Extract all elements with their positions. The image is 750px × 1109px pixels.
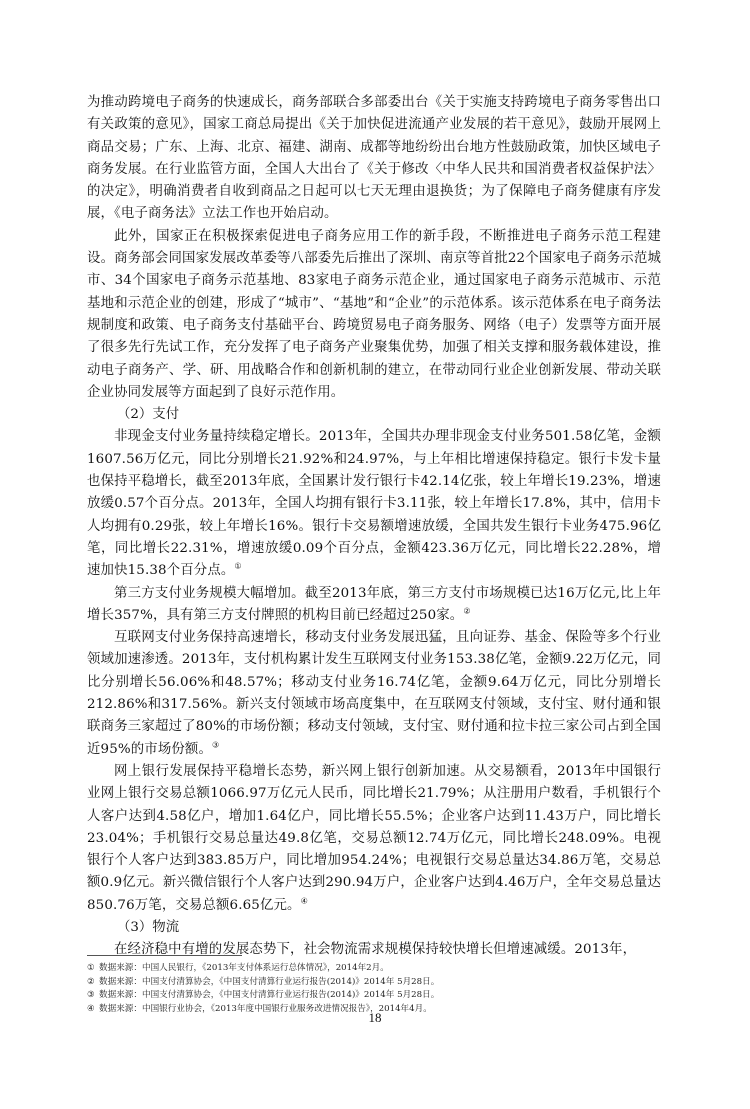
footnote-text: 数据来源：中国支付清算协会，《中国支付清算行业运行报告(2014)》2014年 5月28日。 [99, 976, 440, 987]
footnotes [87, 962, 661, 1016]
paragraph-logistics: 在经济稳中有增的发展态势下，社会物流需求规模保持较快增长但增速减缓。2013年， [114, 942, 637, 958]
footnote-number: ④ [87, 1003, 95, 1014]
footnote-ref-2[interactable]: ② [463, 606, 471, 616]
footnote-item [87, 962, 661, 976]
footnote-number: ② [87, 976, 95, 987]
paragraph-text: 互联网支付业务保持高速增长，移动支付业务发展迅猛，且向证券、基金、保险等多个行业领域加速渗透。2013年，支付机构累计发生互联网支付业务153.38亿笔，金额9.22万亿元，同比分别增长56.06%和48.57%；移动支付业务16.74亿笔，金额9.64万亿元，同比分别增长212.86%和317.56%。新兴支付领域市场高度集中，在互联网支付领域，支付宝、财付通和银联商务三家超过了80%的市场份额；移动支付领域，支付宝、财付通和拉卡拉三家公司占到全国近95%的市场份额。 [87, 630, 661, 757]
footnote-text: 数据来源：中国支付清算协会，《中国支付清算行业运行报告(2014)》2014年 5月28日。 [99, 990, 440, 1000]
paragraph-text: 非现金支付业务量持续稳定增长。2013年，全国共办理非现金支付业务501.58亿笔，金额1607.56万亿元，同比分别增长21.92%和24.97%，与上年相比增速保持稳定。银行卡发卡量也保持平稳增长，截至2013年底，全国累计发行银行卡42.14亿张，较上年增长19.23%，增速放缓0.57个百分点。2013年，全国人均拥有银行卡3.11张，较上年增长17.8%，其中，信用卡人均拥有0.29张，较上年增长16%。银行卡交易额增速放缓，全国共发生银行卡业务475.96亿笔，同比增长22.31%，增速放缓0.09个百分点，金额423.36万亿元，同比增长22.28%，增速加快15.38个百分点。 [87, 429, 661, 579]
section-heading-payment: （2）支付 [117, 407, 180, 423]
footnote-divider [87, 955, 242, 956]
paragraph-text: 第三方支付业务规模大幅增加。截至2013年底，第三方支付市场规模已达16万亿元,比上年增长357%，具有第三方支付牌照的机构目前已经超过250家。 [87, 585, 661, 623]
footnote-ref-3[interactable]: ③ [212, 740, 220, 750]
footnote-text: 数据来源：中国人民银行，《2013年支付体系运行总体情况》，2014年2月。 [99, 963, 389, 973]
footnote-item [87, 989, 661, 1003]
paragraph-demonstration-projects: 此外，国家正在积极探索促进电子商务应用工作的新手段，不断推进电子商务示范工程建设。商务部会同国家发展改革委等八部委先后推出了深圳、南京等首批22个国家电子商务示范城市、34个国家电子商务示范基地、83家电子商务示范企业，通过国家电子商务示范城市、示范基地和示范企业的创建，形成了“城市”、“基地”和“企业”的示范体系。该示范体系在电子商务法规制度和政策、电子商务支付基础平台、跨境贸易电子商务服务、网络（电子）发票等方面开展了很多先行先试工作，充分发挥了电子商务产业聚集优势，加强了相关支撑和服务载体建设，推动电子商务产、学、研、用战略合作和创新机制的建立，在带动同行业企业创新发展、带动关联企业协同发展等方面起到了良好示范作用。 [87, 228, 661, 400]
paragraph-cross-border-policy: 为推动跨境电子商务的快速成长，商务部联合多部委出台《关于实施支持跨境电子商务零售出口有关政策的意见》，国家工商总局提出《关于加快促进流通产业发展的若干意见》，鼓励开展网上商品交易；广东、上海、北京、福建、湖南、成都等地纷纷出台地方性鼓励政策，加快区域电子商务发展。在行业监管方面，全国人大出台了《关于修改〈中华人民共和国消费者权益保护法〉的决定》，明确消费者自收到商品之日起可以七天无理由退换货；为了保障电子商务健康有序发展，《电子商务法》立法工作也开始启动。 [87, 95, 661, 222]
section-heading-logistics: （3）物流 [117, 919, 180, 935]
body-text [87, 92, 661, 962]
footnote-number: ③ [87, 990, 95, 1000]
paragraph-third-party-payment [87, 583, 661, 628]
paragraph-internet-payment [87, 627, 661, 761]
footnote-number: ① [87, 963, 95, 973]
page-number: 18 [368, 1010, 382, 1025]
paragraph-non-cash-payment [87, 426, 661, 582]
footnote-item [87, 976, 661, 990]
footnote-ref-4[interactable]: ④ [300, 896, 308, 906]
footnote-text: 数据来源：中国银行业协会，《2013年度中国银行业服务改进情况报告》，2014年4月。 [99, 1003, 432, 1014]
paragraph-online-banking [87, 761, 661, 917]
footnote-ref-1[interactable]: ① [234, 561, 242, 571]
paragraph-text: 网上银行发展保持平稳增长态势，新兴网上银行创新加速。从交易额看，2013年中国银行业网上银行交易总额1066.97万亿元人民币，同比增长21.79%；从注册用户数看，手机银行个人客户达到4.58亿户，增加1.64亿户，同比增长55.5%；企业客户达到11.43万户，同比增长23.04%；手机银行交易总量达49.8亿笔，交易总额12.74万亿元，同比增长248.09%。电视银行个人客户达到383.85万户，同比增加954.24%；电视银行交易总量达34.86万笔，交易总额0.9亿元。新兴微信银行个人客户达到290.94万户，企业客户达到4.46万户，全年交易总量达850.76万笔，交易总额6.65亿元。 [87, 763, 661, 913]
